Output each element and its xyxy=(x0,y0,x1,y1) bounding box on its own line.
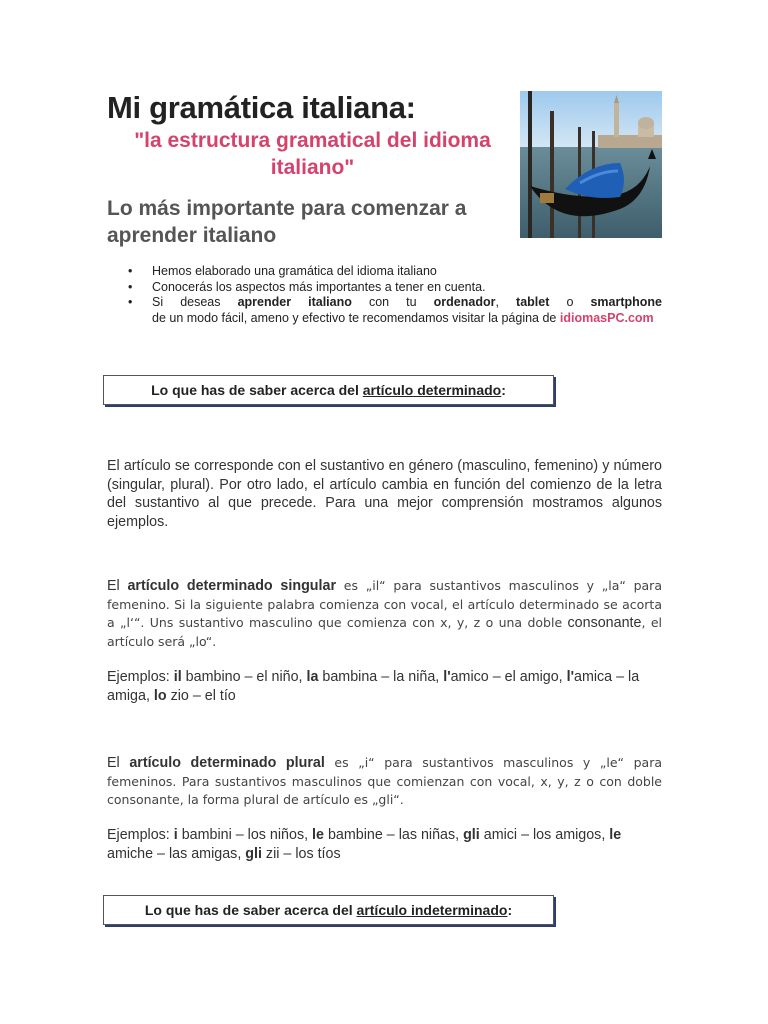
intro-paragraph: El artículo se corresponde con el sustantivo en género (masculino, femenino) y número (singular, plural). Por otro lado, el artículo cambia en función del comienzo de la letra del sustantivo al que precede. Para una mejor comprensión mostramos algunos ejemplos. xyxy=(107,458,662,530)
singular-paragraph: El artículo determinado singular es „il“ para sustantivos masculinos y „la“ para femenino. Si la siguiente palabra comienza con vocal, el artículo determinado se acorta a „l‘“. Uns sustantivo masculino que comienza con x, y, z o una doble consonante, el artículo será „lo“. xyxy=(107,578,662,649)
bullet-line: • Si deseas aprender italiano con tu ordenador, tablet o smartphone xyxy=(152,295,662,309)
list-item xyxy=(128,295,662,326)
intro-bullet-list xyxy=(128,264,662,326)
page-title: Mi gramática italiana: xyxy=(107,90,416,125)
section-box-articulo-indeterminado: Lo que has de saber acerca del artículo indeterminado : xyxy=(103,895,554,925)
gondola-image xyxy=(520,91,662,238)
list-item: • Conocerás los aspectos más importantes a tener en cuenta. xyxy=(128,280,662,296)
section-heading: Lo más importante para comenzar a aprender italiano xyxy=(107,197,467,247)
section-box-articulo-determinado: Lo que has de saber acerca del artículo determinado : xyxy=(103,375,554,405)
page-subtitle: "la estructura gramatical del idioma italiano" xyxy=(134,129,491,179)
idiomaspc-link[interactable]: idiomasPC.com xyxy=(559,310,654,325)
plural-paragraph: El artículo determinado plural es „i“ para sustantivos masculinos y „le“ para femeninos. Para sustantivos masculinos que comienzan con vocal, x, y, z o con doble consonante, la forma plural de artículo es „gli“. xyxy=(107,755,663,807)
bullet-line: de un modo fácil, ameno y efectivo te recomendamos visitar la página de idiomasPC.com xyxy=(152,310,654,325)
plural-examples: Ejemplos: i bambini – los niños, le bambine – las niñas, gli amici – los amigos, le amiche – las amigas, gli zii – los tíos xyxy=(107,827,622,862)
list-item: • Hemos elaborado una gramática del idioma italiano xyxy=(128,264,662,280)
singular-examples: Ejemplos: il bambino – el niño, la bambina – la niña, l'amico – el amigo, l'amica – la amiga, lo zio – el tío xyxy=(107,669,640,704)
gondola-venice-photo xyxy=(520,91,662,238)
